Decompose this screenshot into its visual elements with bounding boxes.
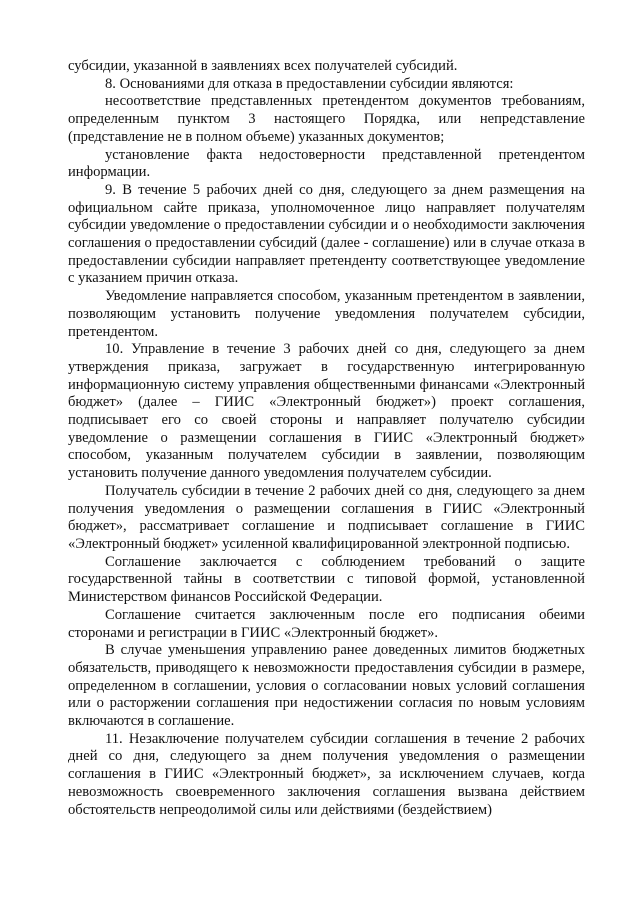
paragraph-6: Уведомление направляется способом, указанным претендентом в заявлении, позволяющим установить получение уведомления получателем субсидии, претендентом. [68, 288, 585, 340]
paragraph-12: 11. Незаключение получателем субсидии соглашения в течение 2 рабочих дней со дня, следующего за днем получения уведомления о размещении соглашения в ГИИС «Электронный бюджет», за исключением случаев, когда невозможность своевременного заключения соглашения вызвана действием обстоятельств непреодолимой силы или действиями (бездействием) [68, 730, 585, 818]
paragraph-8: Получатель субсидии в течение 2 рабочих дней со дня, следующего за днем получения уведомления о размещении соглашения в ГИИС «Электронный бюджет», рассматривает соглашение и подписывает соглашение в ГИИС «Электронный бюджет» усиленной квалифицированной электронной подписью. [68, 482, 585, 552]
paragraph-7: 10. Управление в течение 3 рабочих дней со дня, следующего за днем утверждения приказа, загружает в государственную интегрированную информационную систему управления общественными финансами «Электронный бюджет» (далее – ГИИС «Электронный бюджет») проект соглашения, подписывает его со своей стороны и направляет получателю субсидии уведомление о размещении соглашения в ГИИС «Электронный бюджет» способом, указанным получателем субсидии в заявлении, позволяющим установить получение данного уведомления получателем субсидии. [68, 341, 585, 482]
paragraph-10: Соглашение считается заключенным после его подписания обеими сторонами и регистрации в ГИИС «Электронный бюджет». [68, 606, 585, 641]
document-page [68, 58, 585, 819]
paragraph-11: В случае уменьшения управлению ранее доведенных лимитов бюджетных обязательств, приводящего к невозможности предоставления субсидии в размере, определенном в соглашении, условия о согласовании новых условий соглашения или о расторжении соглашения при недостижении согласия по новым условиям включаются в соглашение. [68, 642, 585, 730]
paragraph-4: установление факта недостоверности представленной претендентом информации. [68, 146, 585, 181]
paragraph-2: 8. Основаниями для отказа в предоставлении субсидии являются: [105, 75, 514, 92]
paragraph-5: 9. В течение 5 рабочих дней со дня, следующего за днем размещения на официальном сайте приказа, уполномоченное лицо направляет получателям субсидии уведомление о предоставлении субсидии и о необходимости заключения соглашения о предоставлении субсидий (далее - соглашение) или в случае отказа в предоставлении субсидии направляет претенденту соответствующее уведомление с указанием причин отказа. [68, 181, 585, 287]
paragraph-3: несоответствие представленных претендентом документов требованиям, определенным пунктом 3 настоящего Порядка, или непредставление (представление не в полном объеме) указанных документов; [68, 93, 585, 145]
paragraph-1: субсидии, указанной в заявлениях всех получателей субсидий. [68, 58, 458, 74]
paragraph-9: Соглашение заключается с соблюдением требований о защите государственной тайны в соответствии с типовой формой, установленной Министерством финансов Российской Федерации. [68, 553, 585, 606]
